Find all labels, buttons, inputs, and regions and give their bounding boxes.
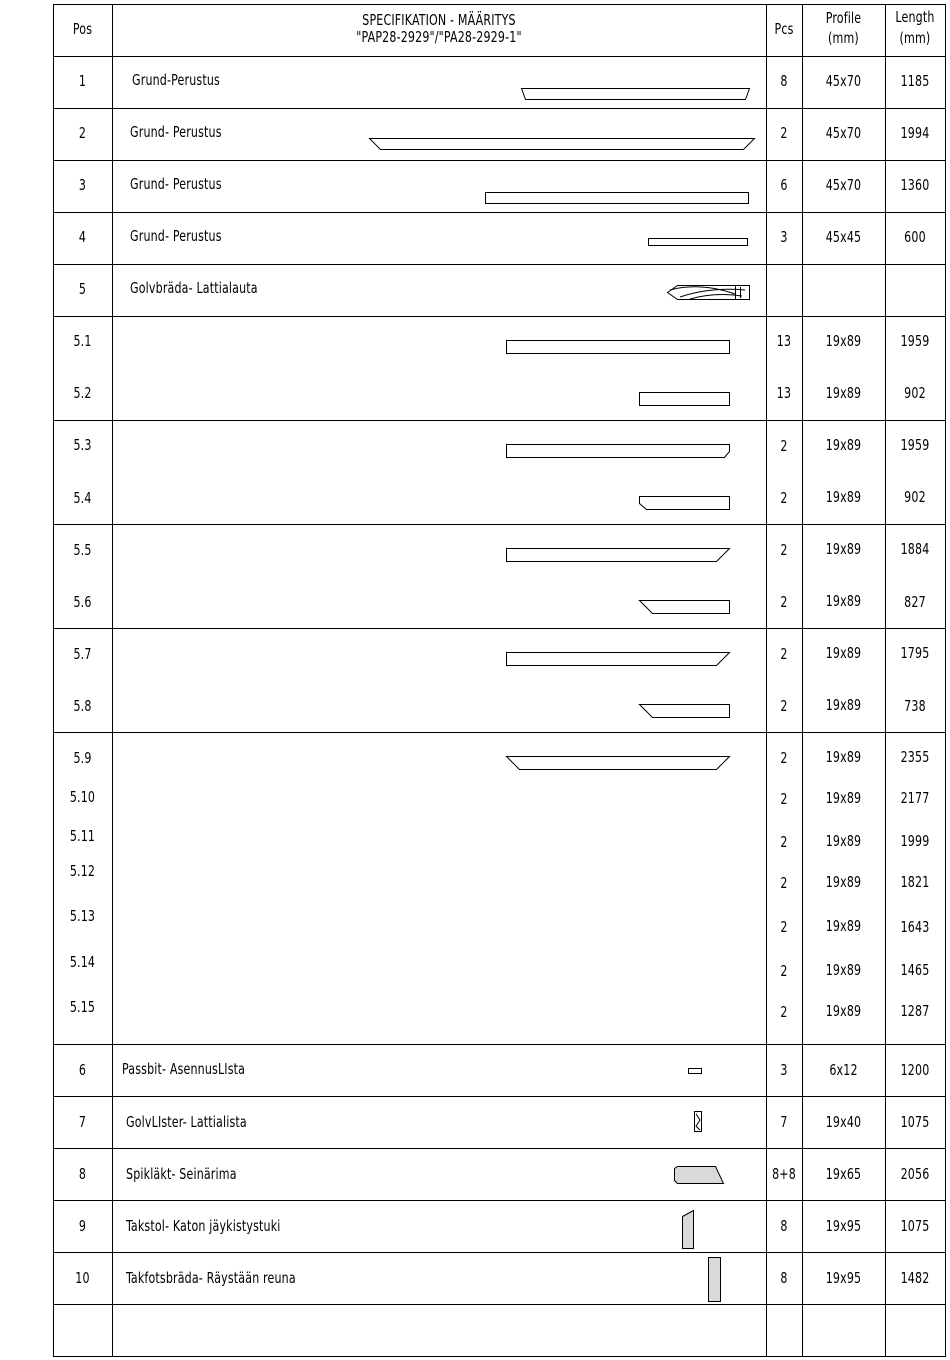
part-4-sketch bbox=[649, 239, 748, 246]
row-length: 902 bbox=[904, 384, 926, 402]
row-name: Grund- Perustus bbox=[130, 123, 222, 141]
row-pcs: 13 bbox=[776, 332, 792, 350]
row-name: Grund- Perustus bbox=[130, 227, 222, 245]
row-pos: 6 bbox=[78, 1061, 87, 1079]
row-profile: 19x89 bbox=[825, 540, 862, 558]
row-length: 1482 bbox=[900, 1269, 930, 1287]
part-7-sketch bbox=[695, 1112, 702, 1132]
row-pcs: 8 bbox=[780, 1269, 788, 1287]
row-length: 1200 bbox=[900, 1061, 930, 1079]
row-length: 1185 bbox=[900, 72, 930, 90]
row-pcs: 8 bbox=[780, 72, 788, 90]
row-pcs: 2 bbox=[780, 962, 788, 980]
row-pcs: 2 bbox=[780, 918, 788, 936]
part-2-sketch bbox=[370, 139, 755, 150]
row-profile: 19x89 bbox=[825, 332, 862, 350]
row-length: 1643 bbox=[900, 918, 930, 936]
row-length: 1075 bbox=[900, 1217, 930, 1235]
row-pcs: 2 bbox=[780, 541, 788, 559]
row-pcs: 3 bbox=[780, 228, 788, 246]
row-pos: 2 bbox=[78, 124, 87, 142]
row-profile: 19x89 bbox=[825, 1002, 862, 1020]
row-name: Passbit- AsennusLIsta bbox=[122, 1060, 246, 1078]
row-pos: 5.7 bbox=[73, 645, 92, 663]
row-profile: 19x95 bbox=[825, 1217, 862, 1235]
part-5-2-sketch bbox=[640, 393, 730, 406]
row-pcs: 2 bbox=[780, 833, 788, 851]
row-length: 1884 bbox=[900, 540, 930, 558]
row-pcs: 2 bbox=[780, 1003, 788, 1021]
part-8-sketch bbox=[675, 1167, 724, 1184]
row-length: 2177 bbox=[900, 789, 930, 807]
row-length: 1821 bbox=[900, 873, 930, 891]
header-spec-title: SPECIFIKATION - MÄÄRITYS bbox=[362, 11, 516, 29]
row-length: 1465 bbox=[900, 961, 930, 979]
row-pos: 5.3 bbox=[73, 436, 92, 454]
part-6-sketch bbox=[689, 1069, 702, 1074]
row-profile: 45x70 bbox=[825, 72, 862, 90]
row-length: 1959 bbox=[900, 436, 930, 454]
row-pos: 9 bbox=[78, 1217, 87, 1235]
row-pcs: 3 bbox=[780, 1061, 788, 1079]
floorboard-profile-sketch bbox=[668, 286, 750, 300]
row-pos: 5.4 bbox=[73, 489, 92, 507]
row-pcs: 6 bbox=[780, 176, 788, 194]
part-9-sketch bbox=[683, 1211, 694, 1249]
row-pcs: 2 bbox=[780, 874, 788, 892]
row-profile: 19x40 bbox=[825, 1113, 862, 1131]
row-pcs: 2 bbox=[780, 489, 788, 507]
row-profile: 19x89 bbox=[825, 436, 862, 454]
row-pos: 5.6 bbox=[73, 593, 92, 611]
row-profile: 45x70 bbox=[825, 176, 862, 194]
row-length: 1999 bbox=[900, 832, 930, 850]
row-pos: 10 bbox=[75, 1269, 90, 1287]
row-profile: 19x89 bbox=[825, 384, 862, 402]
row-pcs: 2 bbox=[780, 124, 788, 142]
part-10-sketch bbox=[709, 1258, 721, 1302]
row-length: 1360 bbox=[900, 176, 930, 194]
part-5-1-sketch bbox=[507, 341, 730, 354]
part-5-8-sketch bbox=[640, 705, 730, 718]
row-pos: 5 bbox=[78, 280, 87, 298]
row-name: GolvLIster- Lattialista bbox=[126, 1113, 247, 1131]
row-profile: 45x70 bbox=[825, 124, 862, 142]
row-pcs: 2 bbox=[780, 645, 788, 663]
row-pos: 5.13 bbox=[69, 907, 96, 925]
row-length: 1287 bbox=[900, 1002, 930, 1020]
row-pcs: 7 bbox=[780, 1113, 788, 1131]
row-length: 2355 bbox=[900, 748, 930, 766]
row-pcs: 2 bbox=[780, 697, 788, 715]
part-5-6-sketch bbox=[640, 601, 730, 614]
row-length: 1075 bbox=[900, 1113, 930, 1131]
header-profile-unit: (mm) bbox=[828, 29, 859, 47]
part-5-9-sketch bbox=[507, 757, 730, 770]
part-5-7-sketch bbox=[507, 653, 730, 666]
row-profile: 6x12 bbox=[829, 1061, 858, 1079]
row-pos: 5.8 bbox=[73, 697, 92, 715]
row-length: 738 bbox=[904, 697, 926, 715]
part-3-sketch bbox=[486, 193, 749, 204]
part-5-3-sketch bbox=[507, 445, 730, 458]
row-profile: 19x89 bbox=[825, 832, 862, 850]
row-pcs: 2 bbox=[780, 749, 788, 767]
row-profile: 19x89 bbox=[825, 917, 862, 935]
header-length: Length bbox=[895, 8, 935, 26]
row-profile: 19x65 bbox=[825, 1165, 862, 1183]
row-pos: 5.5 bbox=[73, 541, 92, 559]
row-name: Takstol- Katon jäykistystuki bbox=[126, 1217, 281, 1235]
row-pos: 7 bbox=[78, 1113, 87, 1131]
row-length: 827 bbox=[904, 593, 926, 611]
row-profile: 19x89 bbox=[825, 789, 862, 807]
header-spec-models: "PAP28-2929"/"PA28-2929-1" bbox=[356, 28, 522, 46]
row-length: 1994 bbox=[900, 124, 930, 142]
row-name: Spikläkt- Seinärima bbox=[126, 1165, 237, 1183]
row-profile: 19x89 bbox=[825, 644, 862, 662]
row-pos: 5.2 bbox=[73, 384, 92, 402]
row-name: Golvbräda- Lattialauta bbox=[130, 279, 258, 297]
row-pos: 4 bbox=[78, 228, 87, 246]
row-profile: 45x45 bbox=[825, 228, 862, 246]
row-pcs: 2 bbox=[780, 437, 788, 455]
row-profile: 19x89 bbox=[825, 592, 862, 610]
row-pos: 1 bbox=[78, 72, 87, 90]
row-pcs: 8+8 bbox=[772, 1165, 796, 1183]
row-name: Grund-Perustus bbox=[132, 71, 220, 89]
header-pos: Pos bbox=[72, 20, 93, 38]
header-length-unit: (mm) bbox=[899, 29, 931, 47]
row-name: Grund- Perustus bbox=[130, 175, 222, 193]
row-pcs: 2 bbox=[780, 790, 788, 808]
row-pos: 5.10 bbox=[69, 788, 96, 806]
part-5-4-sketch bbox=[640, 497, 730, 510]
row-profile: 19x89 bbox=[825, 488, 862, 506]
header-profile: Profile bbox=[825, 9, 862, 27]
row-length: 600 bbox=[904, 228, 926, 246]
row-pos: 5.12 bbox=[69, 862, 96, 880]
row-profile: 19x89 bbox=[825, 873, 862, 891]
row-length: 2056 bbox=[900, 1165, 930, 1183]
row-profile: 19x95 bbox=[825, 1269, 862, 1287]
row-pos: 5.14 bbox=[69, 953, 96, 971]
row-name: Takfotsbräda- Räystään reuna bbox=[126, 1269, 296, 1287]
row-pcs: 8 bbox=[780, 1217, 788, 1235]
row-pcs: 13 bbox=[776, 384, 792, 402]
row-length: 1959 bbox=[900, 332, 930, 350]
row-pos: 5.1 bbox=[73, 332, 92, 350]
row-pos: 3 bbox=[78, 176, 87, 194]
row-pos: 5.9 bbox=[73, 749, 92, 767]
row-pos: 5.15 bbox=[69, 998, 96, 1016]
row-profile: 19x89 bbox=[825, 748, 862, 766]
row-length: 1795 bbox=[900, 644, 930, 662]
row-profile: 19x89 bbox=[825, 696, 862, 714]
part-5-5-sketch bbox=[507, 549, 730, 562]
row-pos: 8 bbox=[78, 1165, 87, 1183]
row-profile: 19x89 bbox=[825, 961, 862, 979]
row-pos: 5.11 bbox=[69, 827, 96, 845]
part-1-sketch bbox=[522, 89, 750, 100]
row-pcs: 2 bbox=[780, 593, 788, 611]
header-pcs: Pcs bbox=[774, 20, 794, 38]
row-length: 902 bbox=[904, 488, 926, 506]
